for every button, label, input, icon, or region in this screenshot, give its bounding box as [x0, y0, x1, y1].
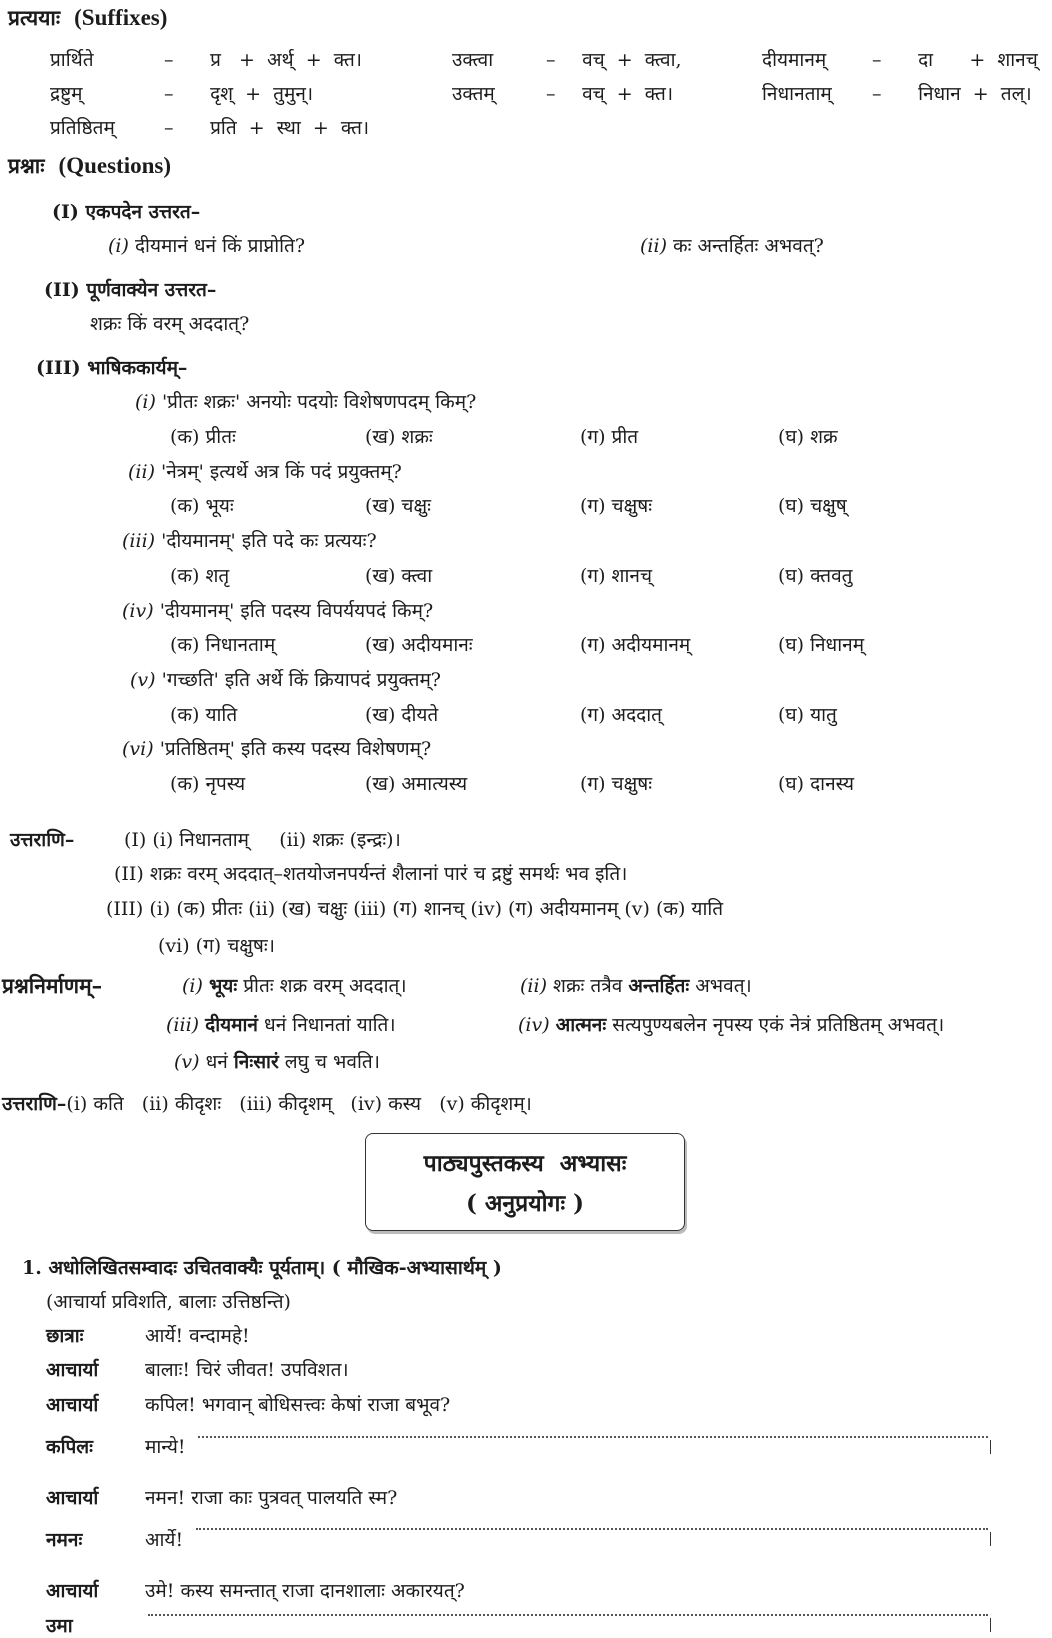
stage-direction: (आचार्या प्रविशति, बालाः उत्तिष्ठन्ति): [46, 1291, 291, 1313]
speaker: आचार्या: [46, 1580, 99, 1602]
mcq-option: (क) याति: [170, 704, 238, 726]
exercise-box-title: पाठ्यपुस्तकस्य अभ्यासः: [423, 1150, 627, 1177]
mcq-option: (घ) क्तवतु: [778, 565, 853, 587]
exercise-box: [365, 1133, 685, 1231]
suffix-row: प्रार्थिते – प्र + अर्थ् + क्त।: [50, 49, 362, 71]
mcq-option: (क) नृपस्य: [170, 773, 246, 795]
answer-blank[interactable]: [196, 1528, 988, 1530]
suffix-row: द्रष्टुम् – दृश् + तुमुन्।: [50, 83, 314, 105]
formation-item: (v) धनं निःसारं लघु च भवति।: [174, 1051, 380, 1073]
mcq-question: (ii) 'नेत्रम्' इत्यर्थे अत्र किं पदं प्रयुक्तम्?: [128, 461, 402, 483]
mcq-question: (vi) 'प्रतिष्ठितम्' इति कस्य पदस्य विशेषणम्?: [122, 738, 432, 760]
questions-heading: प्रश्नाः (Questions): [8, 153, 171, 178]
suffix-row: उक्त्वा – वच् + क्त्वा,: [452, 49, 682, 71]
answers-label: उत्तराणि–: [10, 829, 75, 851]
suffix-row: प्रतिष्ठितम् – प्रति + स्था + क्त।: [50, 117, 370, 139]
speaker: कपिलः: [46, 1436, 94, 1458]
dialogue-line: नमन! राजा काः पुत्रवत् पालयति स्म?: [145, 1487, 398, 1509]
dialogue-line: आर्ये! वन्दामहे!: [145, 1325, 250, 1347]
formation-answers: उत्तराणि–(i) कति (ii) कीदृशः (iii) कीदृशम् (iv) कस्य (v) कीदृशम्।: [2, 1093, 532, 1115]
answers-II: (II) शक्रः वरम् अददात्–शतयोजनपर्यन्तं शैलानां पारं च द्रष्टुं समर्थः भव इति।: [114, 863, 628, 885]
mcq-option: (ग) शानच्: [580, 565, 653, 587]
suffix-row: निधानताम् – निधान + तल्।: [762, 83, 1032, 105]
mcq-option: (ग) अददात्: [580, 704, 663, 726]
mcq-option: (घ) शक्र: [778, 426, 838, 448]
dialogue-line: आर्ये!: [145, 1529, 184, 1551]
formation-item: (ii) शक्रः तत्रैव अन्तर्हितः अभवत्।: [520, 975, 752, 997]
formation-item: (iii) दीयमानं धनं निधानतां याति।: [166, 1014, 396, 1036]
mcq-option: (ग) प्रीत: [580, 426, 639, 448]
dialogue-line: उमे! कस्य समन्तात् राजा दानशालाः अकारयत्?: [145, 1580, 465, 1602]
mcq-option: (ख) अमात्यस्य: [365, 773, 468, 795]
question-formation-label: प्रश्ननिर्माणम्–: [2, 973, 103, 998]
exercise-1-title: 1. अधोलिखितसम्वादः उचितवाक्यैः पूर्यताम्। ( मौखिक-अभ्यासार्थम् ): [22, 1257, 502, 1279]
formation-item: (iv) आत्मनः सत्यपुण्यबलेन नृपस्य एकं नेत्रं प्रतिष्ठितम् अभवत्।: [518, 1014, 945, 1036]
answers-III: (III) (i) (क) प्रीतः (ii) (ख) चक्षुः (iii) (ग) शानच् (iv) (ग) अदीयमानम् (v) (क) याति: [106, 898, 724, 920]
mcq-option: (ख) चक्षुः: [365, 495, 431, 517]
answers-I: (I) (i) निधानताम् (ii) शक्रः (इन्द्रः)।: [124, 829, 401, 851]
suffixes-heading: प्रत्ययाः (Suffixes): [8, 5, 168, 30]
mcq-option: (ग) अदीयमानम्: [580, 634, 691, 656]
speaker: आचार्या: [46, 1487, 99, 1509]
question-item: (i) दीयमानं धनं किं प्राप्नोति?: [108, 235, 306, 257]
speaker: उमा: [46, 1615, 73, 1637]
section-III-label: (III) भाषिककार्यम्–: [36, 357, 188, 379]
blank-end-mark: [990, 1440, 991, 1454]
speaker: आचार्या: [46, 1394, 99, 1416]
dialogue-line: मान्ये!: [145, 1436, 186, 1458]
suffix-row: उक्तम् – वच् + क्त।: [452, 83, 674, 105]
mcq-question: (iv) 'दीयमानम्' इति पदस्य विपर्ययपदं किम्?: [122, 600, 434, 622]
mcq-option: (घ) दानस्य: [778, 773, 855, 795]
mcq-question: (v) 'गच्छति' इति अर्थे किं क्रियापदं प्रयुक्तम्?: [130, 669, 441, 691]
question-item: शक्रः किं वरम् अददात्?: [90, 313, 250, 335]
mcq-option: (ख) क्त्वा: [365, 565, 433, 587]
speaker: नमनः: [46, 1529, 83, 1551]
mcq-option: (ग) चक्षुषः: [580, 495, 653, 517]
mcq-option: (घ) निधानम्: [778, 634, 865, 656]
section-II-label: (II) पूर्णवाक्येन उत्तरत–: [44, 279, 217, 301]
answer-blank[interactable]: [198, 1436, 988, 1438]
suffix-row: दीयमानम् – दा + शानच्: [762, 49, 1038, 71]
mcq-option: (क) प्रीतः: [170, 426, 236, 448]
dialogue-line: कपिल! भगवान् बोधिसत्त्वः केषां राजा बभूव?: [145, 1394, 451, 1416]
mcq-option: (क) शतृ: [170, 565, 230, 587]
speaker: आचार्या: [46, 1359, 99, 1381]
dialogue-line: बालाः! चिरं जीवत! उपविशत।: [145, 1359, 349, 1381]
exercise-box-subtitle: ( अनुप्रयोगः ): [465, 1190, 585, 1217]
mcq-question: (i) 'प्रीतः शक्रः' अनयोः पदयोः विशेषणपदम् किम्?: [135, 391, 477, 413]
blank-end-mark: [990, 1618, 991, 1632]
formation-item: (i) भूयः प्रीतः शक्र वरम् अददात्।: [182, 975, 407, 997]
mcq-option: (ग) चक्षुषः: [580, 773, 653, 795]
blank-end-mark: [990, 1532, 991, 1546]
answers-III-cont: (vi) (ग) चक्षुषः।: [158, 935, 275, 957]
answer-blank[interactable]: [148, 1614, 988, 1616]
mcq-option: (घ) चक्षुष्: [778, 495, 847, 517]
mcq-option: (ख) शक्रः: [365, 426, 433, 448]
mcq-option: (क) निधानताम्: [170, 634, 276, 656]
mcq-option: (ख) अदीयमानः: [365, 634, 473, 656]
mcq-option: (क) भूयः: [170, 495, 234, 517]
mcq-question: (iii) 'दीयमानम्' इति पदे कः प्रत्ययः?: [122, 530, 377, 552]
section-I-label: (I) एकपदेन उत्तरत–: [52, 201, 201, 223]
mcq-option: (घ) यातु: [778, 704, 837, 726]
speaker: छात्राः: [46, 1325, 84, 1347]
mcq-option: (ख) दीयते: [365, 704, 439, 726]
question-item: (ii) कः अन्तर्हितः अभवत्?: [640, 235, 824, 257]
